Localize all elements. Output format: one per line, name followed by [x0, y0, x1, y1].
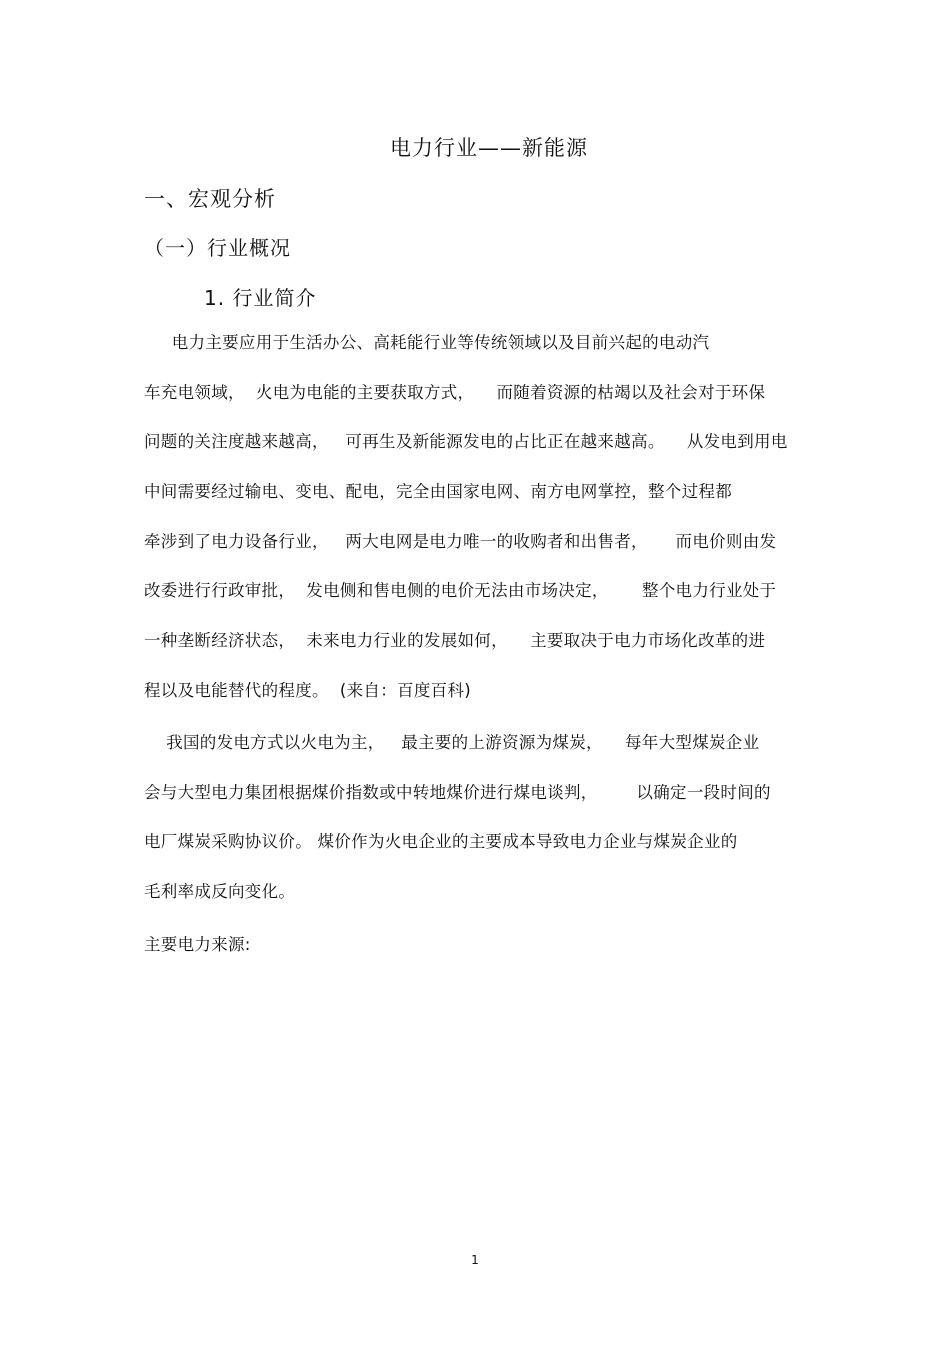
- paragraph-line: 车充电领域， 火电为电能的主要获取方式， 而随着资源的枯竭以及社会对于环保: [144, 382, 766, 402]
- paragraph-line: 电力主要应用于生活办公、高耗能行业等传统领域以及目前兴起的电动汽: [144, 333, 710, 352]
- paragraph-line: 改委进行行政审批， 发电侧和售电侧的电价无法由市场决定， 整个电力行业处于: [144, 581, 777, 601]
- page-number: 1: [471, 1253, 479, 1267]
- paragraph-line: 一种垄断经济状态， 未来电力行业的发展如何， 主要取决于电力市场化改革的进: [144, 631, 766, 651]
- paragraph-power-sources: 主要电力来源:: [144, 935, 251, 954]
- subsubsection-heading: 1. 行业简介: [204, 286, 317, 310]
- paragraph-line: 程以及电能替代的程度。 (来自：百度百科): [144, 680, 471, 700]
- paragraph-line: 我国的发电方式以火电为主， 最主要的上游资源为煤炭， 每年大型煤炭企业: [144, 733, 760, 752]
- paragraph-coal-power: [144, 718, 804, 917]
- paragraph-line: 牵涉到了电力设备行业， 两大电网是电力唯一的收购者和出售者， 而电价则由发: [144, 531, 777, 551]
- document-title: 电力行业——新能源: [390, 136, 588, 160]
- paragraph-line: 中间需要经过输电、变电、配电，完全由国家电网、南方电网掌控，整个过程都: [144, 482, 732, 502]
- paragraph-line: 毛利率成反向变化。: [144, 882, 296, 902]
- paragraph-line: 电厂煤炭采购协议价。 煤价作为火电企业的主要成本导致电力企业与煤炭企业的: [144, 832, 738, 852]
- section-heading: 一、宏观分析: [144, 187, 276, 211]
- paragraph-industry-intro: [144, 318, 804, 716]
- paragraph-line: 问题的关注度越来越高， 可再生及新能源发电的占比正在越来越高。 从发电到用电: [144, 432, 788, 452]
- paragraph-line: 会与大型电力集团根据煤价指数或中转地煤价进行煤电谈判， 以确定一段时间的: [144, 782, 771, 802]
- subsection-heading: （一）行业概况: [144, 236, 291, 260]
